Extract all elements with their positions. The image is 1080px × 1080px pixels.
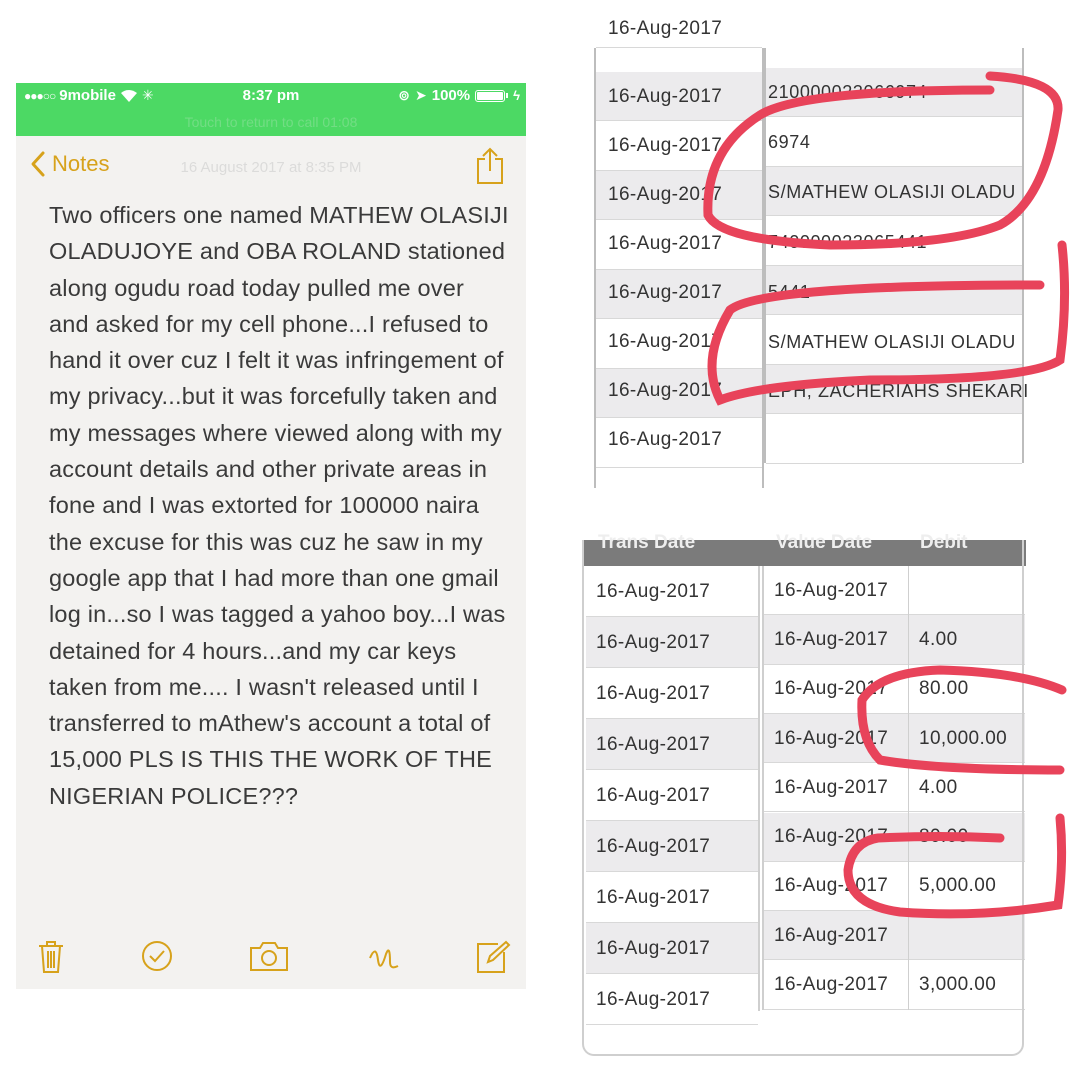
- table-row: [596, 369, 762, 418]
- status-time: 8:37 pm: [242, 87, 300, 104]
- date-cell: 16-Aug-2017: [608, 86, 723, 107]
- camera-button[interactable]: [249, 940, 289, 977]
- status-bar: [16, 83, 526, 136]
- value-date-cell: 16-Aug-2017: [774, 678, 889, 700]
- detail-cell: EPH, ZACHERIAHS SHEKARI: [768, 381, 1029, 402]
- date-cell: 16-Aug-2017: [608, 135, 723, 156]
- date-column: [594, 18, 764, 488]
- detail-cell: 210000023066974: [768, 82, 928, 102]
- table-row: [766, 415, 1022, 464]
- date-cell: 16-Aug-2017: [608, 233, 723, 254]
- date-cell: 16-Aug-2017: [608, 380, 723, 401]
- debit-cell: 3,000.00: [919, 974, 997, 996]
- trans-date-cell: 16-Aug-2017: [596, 631, 711, 653]
- value-date-cell: 16-Aug-2017: [774, 628, 889, 650]
- notes-toolbar: [16, 938, 526, 982]
- table-row: [766, 167, 1022, 216]
- value-date-cell: 16-Aug-2017: [774, 826, 889, 848]
- value-date-header: Value Date: [776, 532, 873, 553]
- note-text[interactable]: Two officers one named MATHEW OLASIJI OLADUJOYE and OBA ROLAND stationed along ogudu road today pulled me over and asked for my cell phone...I refused to hand it over cuz I felt it was infringement of my privacy...but it was forcefully taken and my messages where viewed along with my account details and other private areas in fone and I was extorted for 100000 naira the excuse for this was cuz he saw in my google app that I had more than one gmail log in...so I was tagged a yahoo boy...I was detained for 4 hours...and my car keys taken from me.... I wasn't released until I transferred to mAthew's account a total of 15,000 PLS IS THIS THE WORK OF THE NIGERIAN POLICE???: [49, 202, 509, 809]
- date-cell: 16-Aug-2017: [608, 18, 723, 39]
- notes-screenshot: [16, 83, 526, 989]
- table-row: [596, 122, 762, 171]
- trans-date-cell: 16-Aug-2017: [596, 937, 711, 959]
- checklist-button[interactable]: [141, 940, 173, 977]
- table-row: [766, 68, 1022, 117]
- chevron-left-icon: [30, 151, 46, 177]
- rotation-lock-icon: ⊚: [398, 87, 410, 103]
- share-button[interactable]: [476, 147, 504, 190]
- table-row: [766, 316, 1022, 365]
- trans-date-cell: 16-Aug-2017: [596, 886, 711, 908]
- compose-icon: [476, 940, 510, 974]
- detail-cell: S/MATHEW OLASIJI OLADU: [768, 331, 1016, 352]
- signal-strength-icon: ●●●○○: [24, 88, 56, 103]
- trans-date-header: Trans Date: [598, 532, 696, 553]
- date-cell: 16-Aug-2017: [608, 184, 723, 205]
- debit-cell: 5,000.00: [919, 875, 997, 897]
- sketch-button[interactable]: [368, 940, 402, 979]
- table-row: [596, 270, 762, 319]
- debit-cell: 80.00: [919, 678, 969, 700]
- value-date-cell: 16-Aug-2017: [774, 776, 889, 798]
- table-row: [596, 171, 762, 220]
- table-row-partial: [596, 18, 762, 48]
- trans-date-cell: 16-Aug-2017: [596, 682, 711, 704]
- share-icon: [476, 147, 504, 185]
- trans-date-cell: 16-Aug-2017: [596, 784, 711, 806]
- return-to-call-banner[interactable]: Touch to return to call 01:08: [184, 114, 358, 130]
- value-date-cell: 16-Aug-2017: [774, 579, 889, 601]
- back-to-notes-button[interactable]: [30, 151, 109, 177]
- note-date-header: 16 August 2017 at 8:35 PM: [180, 159, 362, 176]
- value-date-cell: 16-Aug-2017: [774, 924, 889, 946]
- table-row: [596, 320, 762, 369]
- location-arrow-icon: ➤: [415, 87, 427, 103]
- value-date-cell: 16-Aug-2017: [774, 875, 889, 897]
- navigation-bar: [16, 145, 526, 189]
- battery-icon: [475, 90, 505, 102]
- value-date-cell: 16-Aug-2017: [774, 727, 889, 749]
- debit-cell: 4.00: [919, 776, 958, 798]
- checklist-icon: [141, 940, 173, 972]
- debit-cell: 4.00: [919, 628, 958, 650]
- details-column: [764, 48, 1029, 463]
- trans-date-cell: 16-Aug-2017: [596, 988, 711, 1010]
- camera-icon: [249, 940, 289, 972]
- date-cell: 16-Aug-2017: [608, 282, 723, 303]
- debit-cell: 80.00: [919, 826, 969, 848]
- bank-statement-crop-bottom: [582, 532, 1026, 1060]
- table-row: [596, 419, 762, 468]
- back-label: Notes: [52, 151, 110, 176]
- detail-cell: S/MATHEW OLASIJI OLADU: [768, 181, 1016, 202]
- date-cell: 16-Aug-2017: [608, 331, 723, 352]
- trans-date-cell: 16-Aug-2017: [596, 580, 711, 602]
- debit-cell: 10,000.00: [919, 727, 1008, 749]
- table-row: [596, 221, 762, 270]
- table-row: [596, 72, 762, 121]
- carrier-label: 9mobile: [59, 87, 116, 104]
- battery-percent: 100%: [431, 87, 471, 104]
- trash-icon: [38, 940, 64, 974]
- table-row: [766, 365, 1029, 414]
- detail-cell: 740000023065441: [768, 231, 928, 252]
- detail-cell: 6974: [768, 131, 811, 152]
- table-row: [766, 266, 1022, 315]
- value-date-cell: 16-Aug-2017: [774, 974, 889, 996]
- trans-date-cell: 16-Aug-2017: [596, 733, 711, 755]
- trans-date-cell: 16-Aug-2017: [596, 835, 711, 857]
- table-row: [766, 217, 1022, 266]
- table-frame: [582, 540, 1024, 1056]
- activity-spinner-icon: ✳: [141, 87, 154, 103]
- bank-statement-crop-top: [588, 18, 1029, 488]
- debit-header: Debit: [920, 532, 968, 553]
- detail-cell: 5441: [768, 281, 811, 302]
- date-cell: 16-Aug-2017: [608, 429, 723, 450]
- delete-button[interactable]: [38, 940, 64, 979]
- charging-icon: ϟ: [513, 88, 520, 103]
- table-row: [766, 118, 1022, 167]
- compose-button[interactable]: [476, 940, 510, 979]
- sketch-icon: [368, 940, 402, 974]
